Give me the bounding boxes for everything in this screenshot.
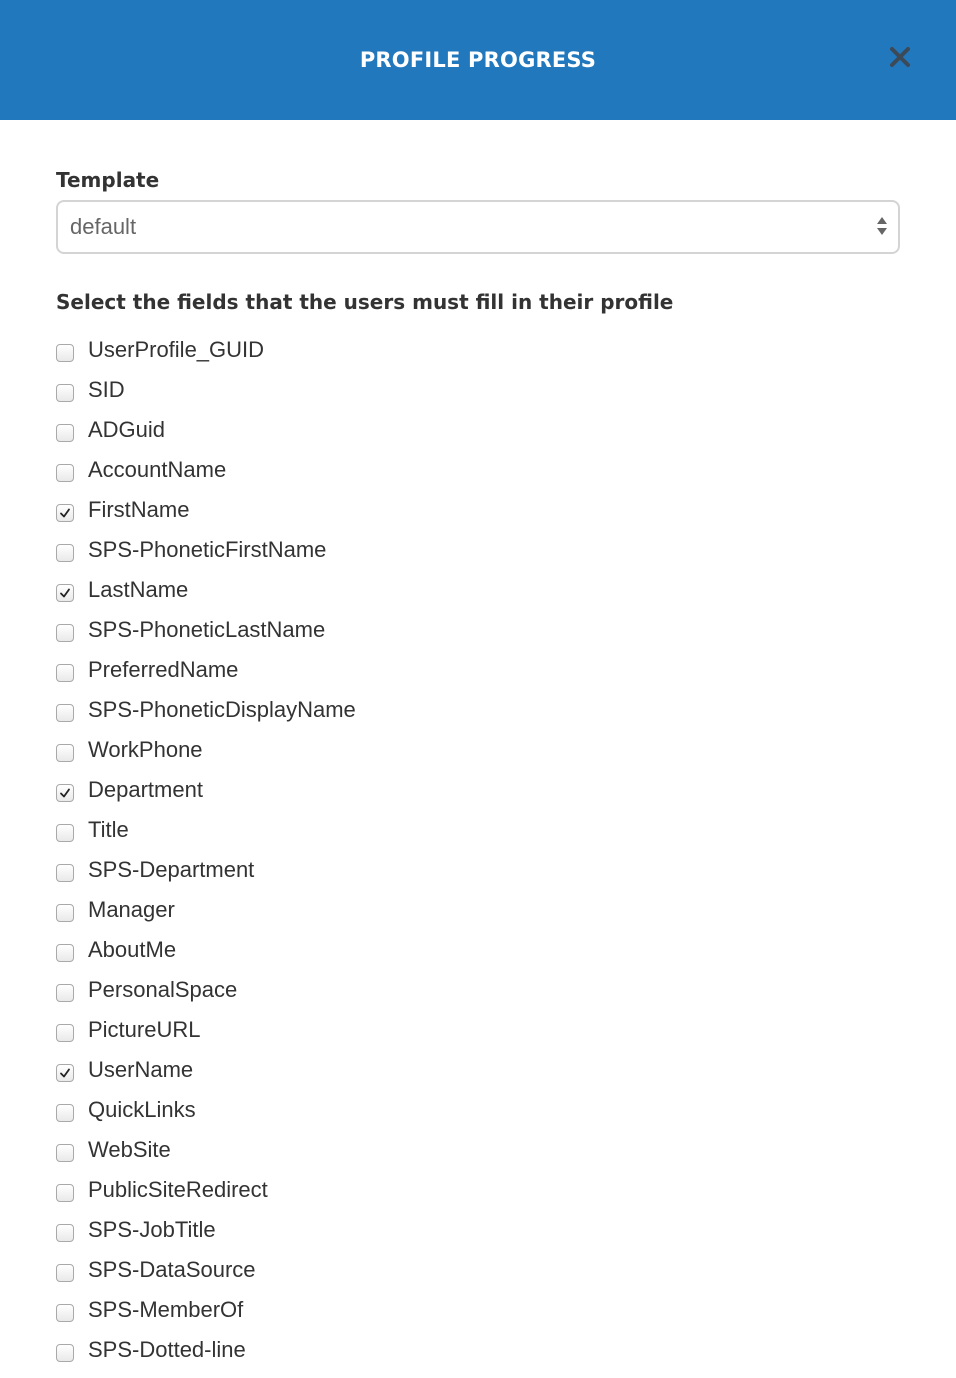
field-option[interactable] [56,530,916,570]
field-checkbox[interactable] [56,624,74,642]
field-checkbox[interactable] [56,1184,74,1202]
field-option[interactable] [56,1250,916,1290]
field-option[interactable] [56,490,916,530]
field-label: SPS-Department [88,857,255,882]
field-label: Manager [88,897,175,922]
field-checkbox[interactable] [56,1024,74,1042]
field-label: LastName [88,577,189,602]
field-checkbox[interactable] [56,1144,74,1162]
field-label: PersonalSpace [88,977,238,1002]
field-label: WorkPhone [88,737,203,762]
field-label: SID [88,377,125,402]
field-checkbox[interactable] [56,384,74,402]
field-label: AboutMe [88,937,177,962]
field-checkbox[interactable] [56,424,74,442]
field-option[interactable] [56,850,916,890]
field-checkbox[interactable] [56,1064,74,1082]
field-label: Department [88,777,203,802]
field-label: ADGuid [88,417,166,442]
field-option[interactable] [56,1090,916,1130]
field-checkbox[interactable] [56,784,74,802]
field-option[interactable] [56,890,916,930]
field-option[interactable] [56,1170,916,1210]
field-label: SPS-PhoneticDisplayName [88,697,356,722]
required-fields-list [56,330,916,1370]
checkmark-icon [59,507,71,519]
field-option[interactable] [56,930,916,970]
field-label: WebSite [88,1137,171,1162]
field-checkbox[interactable] [56,1224,74,1242]
field-option[interactable] [56,730,916,770]
field-label: UserProfile_GUID [88,337,265,362]
field-label: PublicSiteRedirect [88,1177,268,1202]
checkmark-icon [59,587,71,599]
field-label: FirstName [88,497,190,522]
field-option[interactable] [56,1050,916,1090]
field-option[interactable] [56,370,916,410]
field-checkbox[interactable] [56,584,74,602]
field-checkbox[interactable] [56,864,74,882]
field-checkbox[interactable] [56,664,74,682]
field-label: SPS-PhoneticLastName [88,617,326,642]
close-icon [882,40,918,76]
field-label: QuickLinks [88,1097,196,1122]
field-checkbox[interactable] [56,704,74,722]
field-label: PictureURL [88,1017,201,1042]
fields-instructions: Select the fields that the users must fill in their profile [56,290,674,314]
field-option[interactable] [56,970,916,1010]
field-checkbox[interactable] [56,1104,74,1122]
template-label: Template [56,168,160,192]
field-option[interactable] [56,610,916,650]
field-option[interactable] [56,570,916,610]
field-checkbox[interactable] [56,1264,74,1282]
select-arrows-icon [876,214,888,238]
field-option[interactable] [56,1330,916,1370]
field-label: PreferredName [88,657,239,682]
close-button[interactable] [882,40,918,76]
field-checkbox[interactable] [56,344,74,362]
field-label: SPS-MemberOf [88,1297,244,1322]
field-option[interactable] [56,1010,916,1050]
field-checkbox[interactable] [56,904,74,922]
field-checkbox[interactable] [56,944,74,962]
field-checkbox[interactable] [56,744,74,762]
field-option[interactable] [56,330,916,370]
field-checkbox[interactable] [56,504,74,522]
field-option[interactable] [56,650,916,690]
field-label: SPS-DataSource [88,1257,256,1282]
field-label: UserName [88,1057,194,1082]
template-select[interactable] [56,200,900,254]
field-option[interactable] [56,1290,916,1330]
field-option[interactable] [56,810,916,850]
modal-header [0,0,956,120]
field-checkbox[interactable] [56,464,74,482]
checkmark-icon [59,1067,71,1079]
field-label: SPS-Dotted-line [88,1337,246,1362]
field-checkbox[interactable] [56,1304,74,1322]
template-select-value: default [70,214,137,239]
field-label: AccountName [88,457,227,482]
field-option[interactable] [56,450,916,490]
field-option[interactable] [56,1130,916,1170]
field-option[interactable] [56,690,916,730]
modal-title: PROFILE PROGRESS [359,48,597,72]
field-checkbox[interactable] [56,824,74,842]
field-checkbox[interactable] [56,544,74,562]
field-checkbox[interactable] [56,1344,74,1362]
field-label: SPS-PhoneticFirstName [88,537,327,562]
field-label: SPS-JobTitle [88,1217,216,1242]
field-option[interactable] [56,1210,916,1250]
field-checkbox[interactable] [56,984,74,1002]
checkmark-icon [59,787,71,799]
field-option[interactable] [56,770,916,810]
field-label: Title [88,817,129,842]
field-option[interactable] [56,410,916,450]
